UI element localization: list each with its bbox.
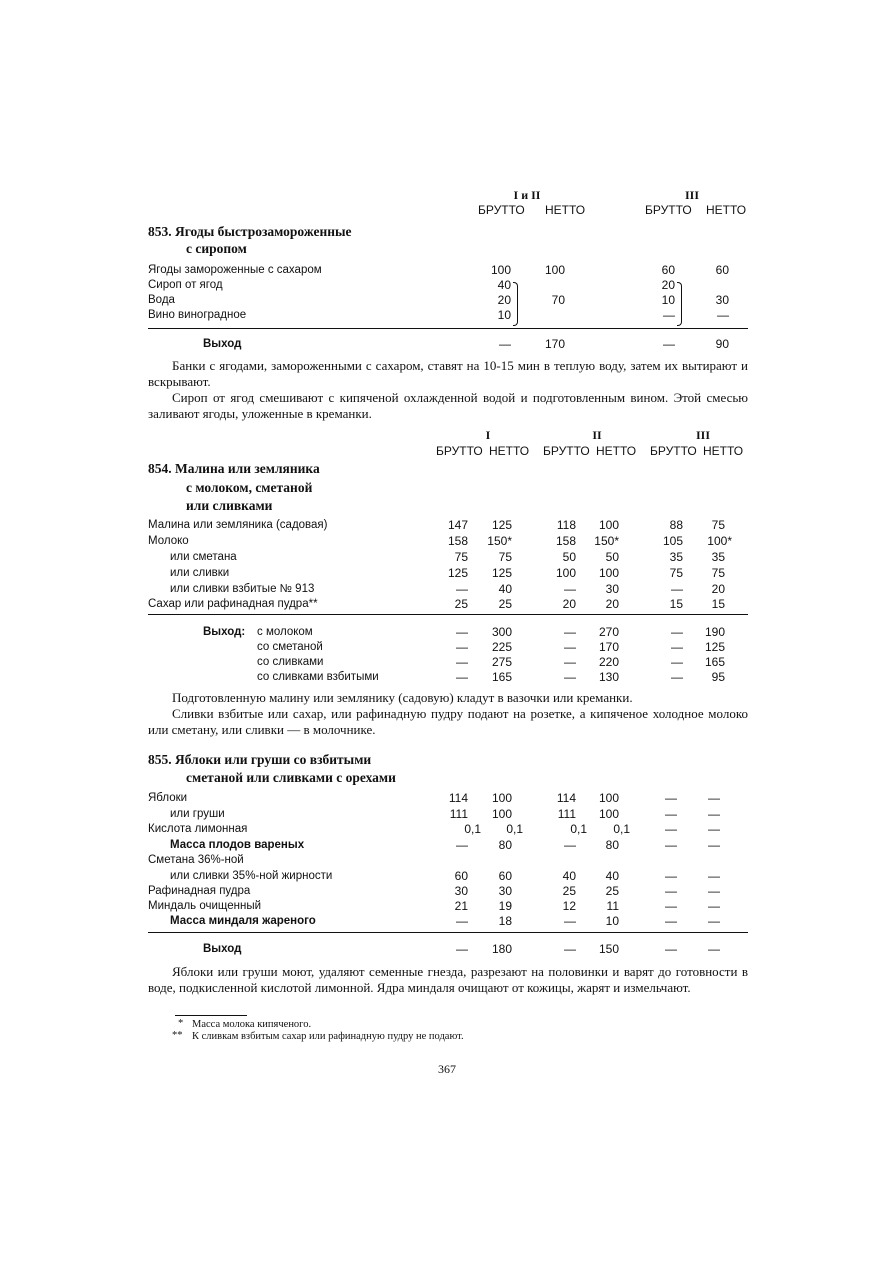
cell: 60 <box>715 263 729 277</box>
row-label: Малина или земляника (садовая) <box>148 519 328 531</box>
cell: 50 <box>562 550 576 564</box>
row-label: или сметана <box>170 551 237 563</box>
cell: 114 <box>448 791 468 805</box>
row-label: Вино виноградное <box>148 309 247 321</box>
cell: — <box>708 914 720 928</box>
cell: 20 <box>605 597 619 611</box>
cell: — <box>708 899 720 913</box>
cell: — <box>665 884 677 898</box>
cell: 40 <box>562 869 576 883</box>
cell: 270 <box>598 625 619 639</box>
cell: — <box>456 838 468 852</box>
cell: 19 <box>498 899 512 913</box>
cell: — <box>708 884 720 898</box>
cell: 30 <box>498 884 512 898</box>
cell: 111 <box>449 807 468 821</box>
col-group-iii: III <box>695 428 710 442</box>
cell: 11 <box>606 899 619 913</box>
cell: — <box>708 791 720 805</box>
cell: 35 <box>669 550 683 564</box>
cell: 180 <box>491 942 512 956</box>
cell: 150 <box>598 942 619 956</box>
col-brutto: БРУТТО <box>543 444 590 458</box>
table-divider <box>148 614 748 615</box>
cell: — <box>671 655 683 669</box>
cell: 12 <box>562 899 576 913</box>
recipe-title: с молоком, сметаной <box>186 480 313 495</box>
cell: — <box>456 670 468 684</box>
row-label: Миндаль очищенный <box>148 900 262 912</box>
cell: — <box>708 942 720 956</box>
cell: — <box>708 838 720 852</box>
cell: 100 <box>490 263 511 277</box>
recipe-title: сметаной или сливками с орехами <box>186 770 396 785</box>
cell: 21 <box>454 899 468 913</box>
cell: 75 <box>669 566 683 580</box>
row-label: со сливками взбитыми <box>257 671 379 683</box>
cell: — <box>564 942 576 956</box>
cell: 25 <box>562 884 576 898</box>
cell: 60 <box>498 869 512 883</box>
col-group-ii: II <box>592 428 602 442</box>
cell: 275 <box>491 655 512 669</box>
cell: — <box>564 838 576 852</box>
recipe-title: с сиропом <box>186 241 247 256</box>
row-label: Сахар или рафинадная пудра** <box>148 598 318 610</box>
cell: 130 <box>598 670 619 684</box>
paragraph: Сливки взбитые или сахар, или рафинадную пудру подают на розетке, а кипяченое холодное молоко или сметану, или сливки — в молочнике. <box>148 706 748 737</box>
cell: — <box>671 582 683 596</box>
row-label: Ягоды замороженные с сахаром <box>148 264 322 276</box>
cell: 100* <box>707 534 732 548</box>
row-label: с молоком <box>257 626 313 638</box>
cell: 30 <box>454 884 468 898</box>
recipe-title: 855. Яблоки или груши со взбитыми <box>148 752 372 767</box>
cell: — <box>665 822 677 836</box>
cell: 80 <box>498 838 512 852</box>
cell: 18 <box>498 914 512 928</box>
col-netto: НЕТТО <box>489 444 530 458</box>
cell: 20 <box>497 293 511 307</box>
cell: — <box>708 807 720 821</box>
col-netto: НЕТТО <box>545 203 586 217</box>
brace-bracket <box>513 282 518 326</box>
cell: — <box>717 308 729 322</box>
cell: 40 <box>497 278 511 292</box>
cell: 100 <box>598 807 619 821</box>
cell: 150* <box>487 534 512 548</box>
cell: — <box>564 640 576 654</box>
cell: 20 <box>711 582 725 596</box>
cell: — <box>671 625 683 639</box>
cell: 114 <box>556 791 576 805</box>
col-brutto: БРУТТО <box>650 444 697 458</box>
cell: 75 <box>711 566 725 580</box>
cell: 60 <box>661 263 675 277</box>
cell: — <box>456 914 468 928</box>
cell: 20 <box>562 597 576 611</box>
cell: — <box>456 582 468 596</box>
cell: 10 <box>661 293 675 307</box>
row-label: Молоко <box>148 535 189 547</box>
cell: 225 <box>491 640 512 654</box>
footnote-text: К сливкам взбитым сахар или рафинадную пудру не подают. <box>192 1031 464 1042</box>
cell: 35 <box>711 550 725 564</box>
col-group-i-ii: I и II <box>513 188 541 202</box>
cell: — <box>564 655 576 669</box>
footnote-text: Масса молока кипяченого. <box>192 1019 312 1030</box>
col-brutto: БРУТТО <box>436 444 483 458</box>
cell: 15 <box>669 597 683 611</box>
cell: — <box>708 869 720 883</box>
cell: 10 <box>605 914 619 928</box>
cell: 100 <box>491 807 512 821</box>
cell: — <box>564 625 576 639</box>
cell: — <box>564 670 576 684</box>
cell: 300 <box>491 625 512 639</box>
recipe-title: 854. Малина или земляника <box>148 461 320 476</box>
row-label: или сливки 35%-ной жирности <box>170 870 333 882</box>
row-label: со сметаной <box>257 641 323 653</box>
cell: — <box>671 670 683 684</box>
cell: — <box>665 807 677 821</box>
paragraph: Яблоки или груши моют, удаляют семенные гнезда, разрезают на половинки и варят до готовности в воде, подкисленной кислотой лимонной. Ядра миндаля очищают от кожицы, жарят и измельчают. <box>148 964 748 995</box>
recipe-title: или сливками <box>186 498 273 513</box>
cell: — <box>663 308 675 322</box>
row-label: Сироп от ягод <box>148 279 223 291</box>
cell: 220 <box>598 655 619 669</box>
cell: — <box>456 655 468 669</box>
cell: 90 <box>715 337 729 351</box>
col-group-i: I <box>485 428 491 442</box>
cell: 30 <box>715 293 729 307</box>
cell: 118 <box>556 518 576 532</box>
cell: — <box>564 914 576 928</box>
footnote-mark: * <box>178 1018 184 1029</box>
row-label: со сливками <box>257 656 324 668</box>
row-label: Яблоки <box>148 792 188 804</box>
cell: — <box>665 791 677 805</box>
row-label: или груши <box>170 808 225 820</box>
cell: — <box>671 640 683 654</box>
yield-label: Выход <box>203 338 242 350</box>
col-netto: НЕТТО <box>706 203 747 217</box>
cell: 100 <box>598 518 619 532</box>
page-number: 367 <box>438 1062 456 1076</box>
footnote-mark: ** <box>172 1030 183 1041</box>
cell: 125 <box>447 566 468 580</box>
cell: 158 <box>555 534 576 548</box>
cell: 95 <box>711 670 725 684</box>
cell: — <box>456 625 468 639</box>
row-label: или сливки <box>170 567 230 579</box>
cell: 158 <box>447 534 468 548</box>
paragraph: Сироп от ягод смешивают с кипяченой охлажденной водой и подготовленным вином. Этой смесью заливают ягоды, уложенные в креманки. <box>148 390 748 421</box>
row-label: Сметана 36%-ной <box>148 854 244 866</box>
cell: 15 <box>711 597 725 611</box>
cell: 100 <box>598 566 619 580</box>
cell: 0,1 <box>613 822 630 836</box>
cell: 170 <box>544 337 565 351</box>
table-divider <box>148 328 748 329</box>
cell: — <box>564 582 576 596</box>
cell: — <box>665 899 677 913</box>
cell: 25 <box>454 597 468 611</box>
cell: 60 <box>454 869 468 883</box>
cell: 125 <box>491 566 512 580</box>
row-label: Кислота лимонная <box>148 823 248 835</box>
cell: 105 <box>662 534 683 548</box>
cell: 125 <box>704 640 725 654</box>
recipe-title: 853. Ягоды быстрозамороженные <box>148 224 352 239</box>
cell: — <box>665 869 677 883</box>
brace-bracket <box>677 282 682 326</box>
cell: 150* <box>594 534 619 548</box>
cell: 88 <box>669 518 683 532</box>
cell: — <box>456 640 468 654</box>
cell: 111 <box>557 807 576 821</box>
col-group-iii: III <box>684 188 699 202</box>
col-netto: НЕТТО <box>596 444 637 458</box>
cell: — <box>708 822 720 836</box>
cell: 70 <box>551 293 565 307</box>
cell: 75 <box>711 518 725 532</box>
cell: 165 <box>704 655 725 669</box>
cell: 10 <box>497 308 511 322</box>
cell: — <box>665 838 677 852</box>
cell: — <box>665 914 677 928</box>
paragraph: Подготовленную малину или землянику (садовую) кладут в вазочки или креманки. <box>172 690 633 705</box>
cell: 100 <box>598 791 619 805</box>
cell: 147 <box>447 518 468 532</box>
row-label: или сливки взбитые № 913 <box>170 583 315 595</box>
table-divider <box>148 932 748 933</box>
cell: 0,1 <box>570 822 587 836</box>
col-netto: НЕТТО <box>703 444 744 458</box>
cell: 30 <box>605 582 619 596</box>
cell: 0,1 <box>464 822 481 836</box>
cell: 25 <box>605 884 619 898</box>
row-label: Вода <box>148 294 175 306</box>
yield-label: Выход <box>203 943 242 955</box>
cell: 40 <box>605 869 619 883</box>
cell: 125 <box>491 518 512 532</box>
cell: 40 <box>498 582 512 596</box>
row-label: Рафинадная пудра <box>148 885 251 897</box>
cell: 170 <box>598 640 619 654</box>
cell: 75 <box>498 550 512 564</box>
col-brutto: БРУТТО <box>645 203 692 217</box>
row-label: Масса миндаля жареного <box>170 915 316 927</box>
col-brutto: БРУТТО <box>478 203 525 217</box>
cell: 50 <box>605 550 619 564</box>
cell: 165 <box>491 670 512 684</box>
cell: 20 <box>661 278 675 292</box>
cell: 100 <box>544 263 565 277</box>
cell: — <box>665 942 677 956</box>
cell: 75 <box>454 550 468 564</box>
cell: — <box>499 337 511 351</box>
cell: 190 <box>704 625 725 639</box>
yield-label: Выход: <box>203 626 246 638</box>
paragraph: Банки с ягодами, замороженными с сахаром, ставят на 10-15 мин в теплую воду, затем их вытирают и вскрывают. <box>148 358 748 389</box>
cell: 100 <box>491 791 512 805</box>
cell: — <box>663 337 675 351</box>
row-label: Масса плодов вареных <box>170 839 305 851</box>
cell: 80 <box>605 838 619 852</box>
cell: — <box>456 942 468 956</box>
cell: 100 <box>555 566 576 580</box>
footnote-divider <box>175 1015 247 1016</box>
cell: 25 <box>498 597 512 611</box>
cell: 0,1 <box>506 822 523 836</box>
